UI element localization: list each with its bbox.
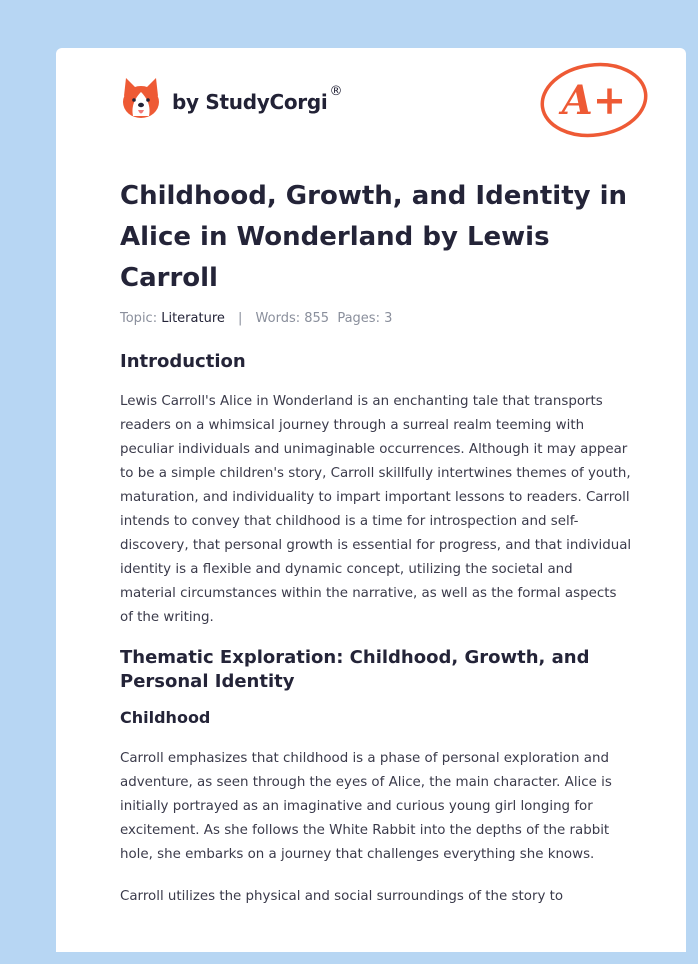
a-plus-grade-icon <box>538 60 650 140</box>
introduction-paragraph: Lewis Carroll's Alice in Wonderland is an enchanting tale that transports readers on a whimsical journey through a surreal realm teeming with peculiar individuals and unimaginable occurrences. Although it may appear to be a simple children's story, Carroll skillfully intertwines themes of youth, maturation, and individuality to impart important lessons to readers. Carroll intends to convey that childhood is a time for introspection and self-discovery, that personal growth is essential for progress, and that individual identity is a flexible and dynamic concept, utilizing the societal and material circumstances within the narrative, as well as the formal aspects of the writing. <box>120 394 632 625</box>
thematic-heading: Thematic Exploration: Childhood, Growth, and Personal Identity <box>120 647 590 692</box>
document-page <box>56 48 686 952</box>
word-count: Words: 855 <box>255 311 330 326</box>
brand-name: by StudyCorgi ® <box>172 84 343 114</box>
introduction-heading: Introduction <box>120 351 246 372</box>
childhood-heading: Childhood <box>120 708 211 727</box>
topic-label: Topic: <box>120 311 158 326</box>
topic-link[interactable]: Literature <box>161 311 225 326</box>
article-body <box>120 350 632 909</box>
page-count: Pages: 3 <box>337 311 393 326</box>
grade-text: A+ <box>561 77 627 124</box>
registered-mark: ® <box>329 84 343 99</box>
childhood-paragraph-1: Carroll emphasizes that childhood is a phase of personal exploration and adventure, as seen through the eyes of Alice, the main character. Alice is initially portrayed as an imaginative and curious young girl longing for excitement. As she follows the White Rabbit into the depths of the rabbit hole, she embarks on a journey that challenges everything she knows. <box>120 751 612 862</box>
studycorgi-logo[interactable] <box>120 76 342 122</box>
corgi-icon <box>120 76 162 122</box>
meta-separator: | <box>238 311 243 326</box>
childhood-paragraph-2: Carroll utilizes the physical and social surroundings of the story to <box>120 889 564 904</box>
article-meta <box>120 311 392 326</box>
page-title: Childhood, Growth, and Identity in Alice in Wonderland by Lewis Carroll <box>120 181 628 293</box>
